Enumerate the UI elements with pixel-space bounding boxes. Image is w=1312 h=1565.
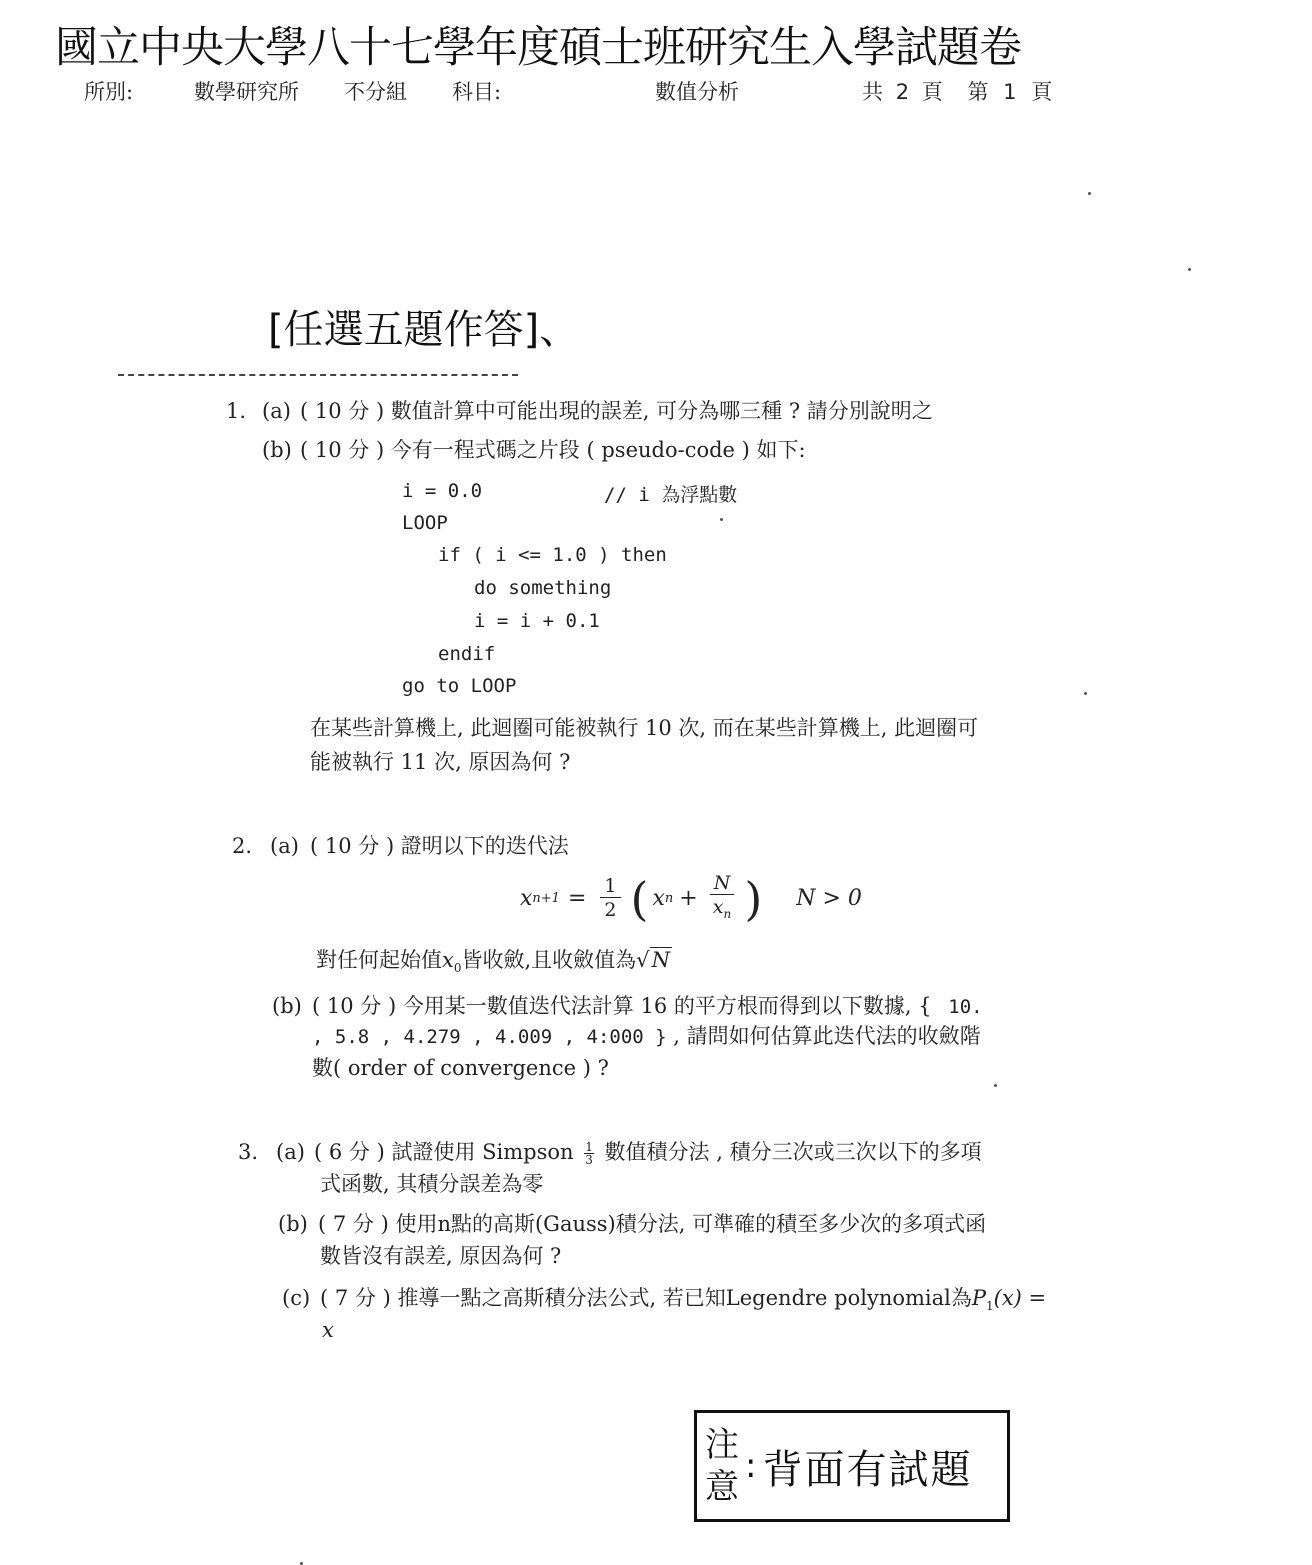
converge-x0-sub: 0 (453, 961, 462, 976)
code-comment: // i 為浮點數 (604, 484, 738, 506)
formula-half-num: 1 (600, 875, 620, 898)
q2a-text: ( 10 分 ) 證明以下的迭代法 (310, 834, 569, 858)
formula-lhs: x (520, 886, 533, 912)
scan-speck (1084, 692, 1087, 695)
code-line: i = 0.0 (402, 480, 483, 502)
q2b-line (312, 992, 983, 1021)
formula-x-den-sub: n (723, 906, 732, 921)
formula-n-num: N (710, 872, 735, 895)
exam-title: 國立中央大學八十七學年度碩士班研究生入學試題卷 (55, 23, 1021, 73)
sqrt-symbol: √ (636, 948, 650, 972)
scan-speck (1088, 192, 1091, 195)
pages-current-label: 頁 (1031, 80, 1053, 104)
q3a-line2: 式函數, 其積分誤差為零 (320, 1172, 544, 1196)
group-value: 不分組 (344, 80, 407, 104)
code-line: endif (438, 643, 496, 665)
q2b-line3: 數( order of convergence ) ? (312, 1056, 609, 1080)
q2b-line1: ( 10 分 ) 今用某一數值迭代法計算 16 的平方根而得到以下數據, { (312, 994, 932, 1018)
iteration-formula (520, 872, 862, 926)
formula-half (600, 875, 620, 922)
q3b-line2: 數皆沒有誤差, 原因為何 ? (320, 1244, 562, 1268)
converge-middle: 皆收斂,且收斂值為 (461, 948, 637, 972)
handwritten-instruction: [任選五題作答]、 (268, 307, 580, 353)
formula-half-den: 2 (604, 899, 617, 922)
legendre-arg: (x) = (993, 1286, 1047, 1310)
code-line: go to LOOP (402, 675, 517, 697)
q1a-text: ( 10 分 ) 數值計算中可能出現的誤差, 可分為哪三種 ? 請分別說明之 (300, 399, 933, 423)
subject-value: 數值分析 (655, 80, 739, 104)
open-paren: ( (630, 871, 649, 926)
q2b-label: (b) (272, 994, 302, 1018)
legendre-sub: 1 (986, 1299, 994, 1314)
formula-condition: N > 0 (796, 886, 862, 912)
pages-current-prefix: 第 (967, 80, 989, 104)
formula-lhs-sub: n+1 (532, 891, 560, 907)
formula-x: x (652, 886, 665, 912)
pages-page-label: 頁 (921, 80, 943, 104)
q3c-label: (c) (282, 1286, 311, 1310)
formula-x-sub: n (664, 891, 674, 907)
notice-label (705, 1424, 739, 1508)
q2-convergence-statement (316, 946, 672, 982)
q3b-line1: ( 7 分 ) 使用n點的高斯(Gauss)積分法, 可準確的積至多少次的多項式函 (318, 1212, 987, 1236)
converge-x0: x (442, 948, 454, 972)
close-paren: ) (744, 871, 763, 926)
notice-box (694, 1410, 1010, 1522)
pages-total-prefix: 共 (862, 80, 883, 104)
scan-speck (1188, 268, 1191, 271)
sqrt-arg: N (651, 948, 670, 972)
scan-speck (720, 518, 723, 521)
q1-explanation-line: 能被執行 11 次, 原因為何 ? (310, 750, 571, 774)
divider (118, 374, 518, 376)
q1-number: 1. (226, 399, 247, 423)
q2b-line (312, 1022, 981, 1051)
simpson-fraction-num: 1 (585, 1140, 593, 1154)
formula-n-over-x (710, 872, 735, 926)
code-line: do something (474, 577, 612, 599)
dept-label: 所別: (84, 80, 134, 104)
formula-x-den-sym: x (712, 896, 724, 918)
q2a-label: (a) (270, 834, 299, 858)
q1b-label: (b) (262, 438, 292, 462)
legendre-p: P (971, 1286, 986, 1310)
converge-prefix: 對任何起始值 (316, 948, 442, 972)
code-line: i = i + 0.1 (474, 610, 600, 632)
q2-number: 2. (232, 834, 253, 858)
q3c-line2: x (322, 1318, 334, 1342)
q3b-label: (b) (278, 1212, 308, 1236)
formula-plus: + (679, 886, 698, 912)
notice-text: 背面有試題 (762, 1446, 973, 1493)
q3a-label: (a) (276, 1140, 305, 1164)
q3a-text-after: 數值積分法 , 積分三次或三次以下的多項 (604, 1140, 982, 1164)
pages-current: 1 (1003, 80, 1017, 104)
q2b-data-values: , 5.8 , 4.279 , 4.009 , 4:000 } (312, 1026, 667, 1048)
notice-label-line1: 注 (705, 1425, 739, 1465)
q3c-text: ( 7 分 ) 推導一點之高斯積分法公式, 若已知Legendre polynomial為 (320, 1286, 972, 1310)
code-line: if ( i <= 1.0 ) then (438, 544, 667, 566)
q3a-text-before: ( 6 分 ) 試證使用 Simpson (314, 1140, 574, 1164)
pages-total: 2 (895, 80, 910, 104)
page-counter (862, 76, 1052, 106)
code-line: LOOP (402, 512, 448, 534)
subject-label: 科目: (452, 80, 502, 104)
notice-colon: : (745, 1446, 757, 1486)
q3a-line1 (314, 1138, 982, 1166)
q3c-line1 (320, 1284, 1046, 1320)
q3-number: 3. (238, 1140, 259, 1164)
q2b-line2-text: , 請問如何估算此迭代法的收斂階 (673, 1024, 981, 1048)
simpson-fraction (584, 1141, 594, 1166)
simpson-fraction-den: 3 (585, 1153, 593, 1167)
q1b-text: ( 10 分 ) 今有一程式碼之片段 ( pseudo-code ) 如下: (300, 438, 806, 462)
q2b-line1-code: 10. (948, 996, 983, 1018)
scan-speck (994, 1084, 997, 1087)
q1-explanation-line: 在某些計算機上, 此迴圈可能被執行 10 次, 而在某些計算機上, 此迴圈可 (310, 716, 979, 740)
notice-label-line2: 意 (705, 1467, 739, 1507)
formula-x-den (713, 895, 731, 926)
dept-value: 數學研究所 (194, 80, 299, 104)
q1a-label: (a) (262, 399, 291, 423)
formula-eq: = (567, 886, 587, 912)
